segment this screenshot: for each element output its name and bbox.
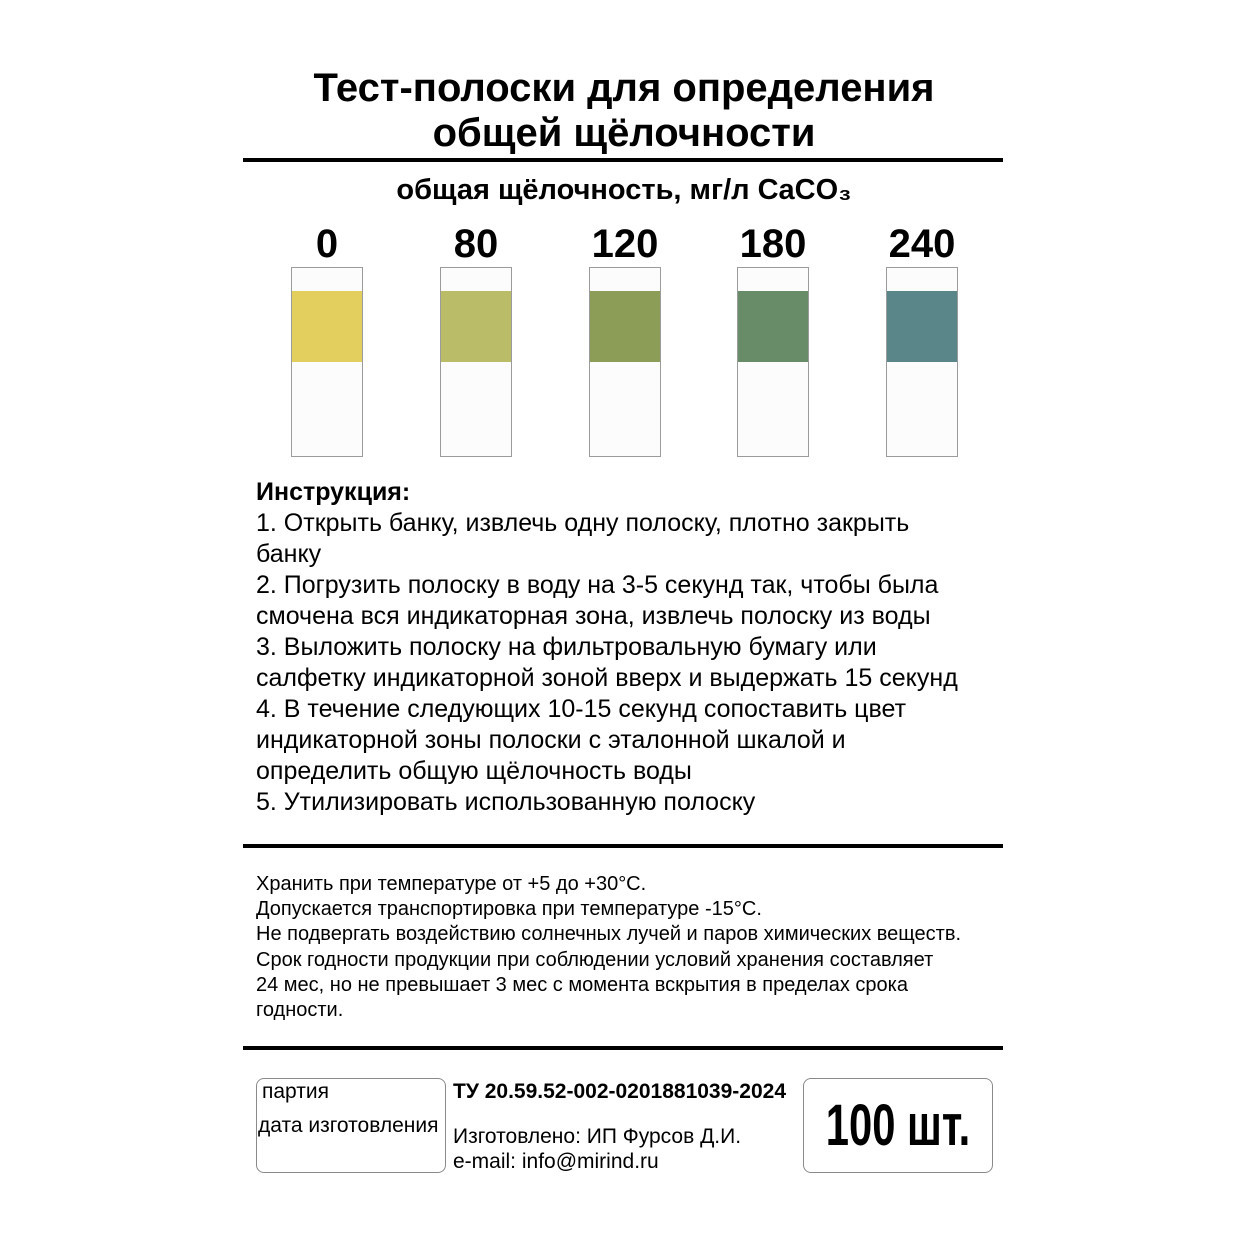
instruction-line: 2. Погрузить полоску в воду на 3-5 секунд так, чтобы была — [256, 571, 939, 599]
storage-line: годности. — [256, 999, 344, 1022]
scale-value-label: 80 — [453, 222, 499, 266]
scale-value-label: 180 — [739, 222, 807, 266]
instruction-line: индикаторной зоны полоски с эталонной шкалой и — [256, 726, 846, 754]
storage-line: Срок годности продукции при соблюдении условий хранения составляет — [256, 948, 934, 971]
title-line-1: Тест-полоски для определения — [313, 66, 935, 110]
storage-line: Хранить при температуре от +5 до +30°C. — [256, 873, 647, 895]
instruction-line: смочена вся индикаторная зона, извлечь полоску из воды — [256, 602, 931, 630]
instruction-line: салфетку индикаторной зоной вверх и выдержать 15 секунд — [256, 664, 958, 692]
strip-color-pad — [292, 291, 362, 362]
test-strip — [737, 267, 809, 457]
instruction-line: банку — [256, 540, 322, 568]
instructions-heading: Инструкция: — [256, 478, 411, 506]
email-text: e-mail: info@mirind.ru — [453, 1150, 659, 1173]
header-divider — [243, 158, 1003, 162]
standard-code: ТУ 20.59.52-002-0201881039-2024 — [453, 1080, 786, 1103]
section-divider — [243, 844, 1003, 848]
quantity-box — [803, 1078, 993, 1173]
batch-info-box — [256, 1078, 446, 1173]
manufacturer-text: Изготовлено: ИП Фурсов Д.И. — [453, 1125, 742, 1148]
footer-divider — [243, 1046, 1003, 1050]
strip-color-pad — [441, 291, 511, 362]
test-strip — [886, 267, 958, 457]
strip-color-pad — [590, 291, 660, 362]
scale-value-label: 240 — [888, 222, 956, 266]
instruction-line: определить общую щёлочность воды — [256, 757, 692, 785]
strip-color-pad — [738, 291, 808, 362]
test-strip — [589, 267, 661, 457]
instruction-line: 1. Открыть банку, извлечь одну полоску, плотно закрыть — [256, 509, 910, 537]
storage-block — [256, 872, 961, 1023]
title-line-2: общей щёлочности — [432, 111, 816, 155]
strip-color-pad — [887, 291, 957, 362]
scale-value-label: 120 — [591, 222, 659, 266]
storage-line: Допускается транспортировка при температуре -15°C. — [256, 898, 762, 921]
scale-value-label: 0 — [315, 222, 339, 266]
instruction-line: 4. В течение следующих 10-15 секунд сопоставить цвет — [256, 695, 907, 723]
batch-label: партия — [262, 1080, 329, 1103]
storage-line: Не подвергать воздействию солнечных лучей и паров химических веществ. — [256, 923, 961, 946]
quantity-text: 100 шт. — [825, 1092, 971, 1158]
instructions-block — [256, 477, 958, 818]
storage-line: 24 мес, но не превышает 3 мес с момента вскрытия в пределах срока — [256, 973, 908, 996]
test-strip — [440, 267, 512, 457]
test-strip — [291, 267, 363, 457]
scale-subtitle: общая щёлочность, мг/л CaCO₃ — [396, 174, 852, 206]
instruction-line: 5. Утилизировать использованную полоску — [256, 788, 756, 816]
manufacture-date-label: дата изготовления — [258, 1114, 439, 1137]
instruction-line: 3. Выложить полоску на фильтровальную бумагу или — [256, 633, 877, 661]
